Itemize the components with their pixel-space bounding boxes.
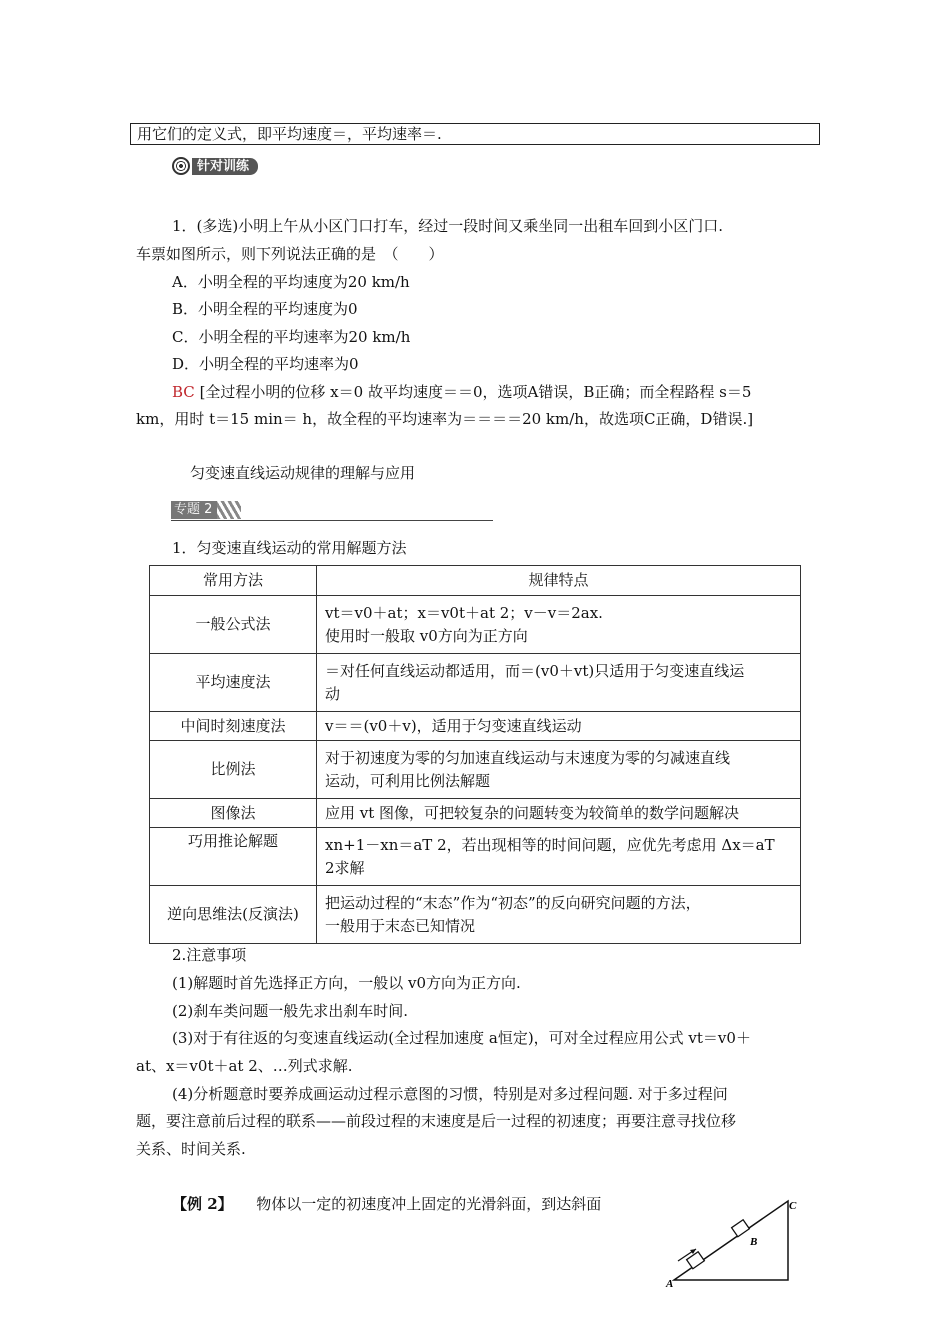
label-a: A — [666, 1278, 674, 1290]
training-badge — [172, 157, 260, 177]
header-method: 常用方法 — [150, 566, 317, 596]
note-4a: (4)分析题意时要养成画运动过程示意图的习惯，特别是对多过程问题. 对于多过程问 — [172, 1085, 728, 1103]
target-icon — [172, 157, 190, 175]
note-3a: (3)对于有往返的匀变速直线运动(全过程加速度 a恒定)，可对全过程应用公式 vt＝v0＋ — [172, 1029, 751, 1047]
label-c: C — [789, 1200, 797, 1212]
section-title: 匀变速直线运动规律的理解与应用 — [190, 464, 416, 482]
definition-box: 用它们的定义式，即平均速度＝，平均速率＝. — [130, 123, 820, 145]
label-b: B — [750, 1236, 758, 1248]
training-badge-label: 针对训练 — [192, 158, 258, 175]
stripe-decoration — [217, 501, 241, 519]
notes-title: 2.注意事项 — [172, 946, 247, 964]
topic-badge — [171, 501, 493, 521]
table-row: 比例法 对于初速度为零的匀加速直线运动与末速度为零的匀减速直线 运动，可利用比例法解题 — [150, 741, 801, 799]
answer-line — [172, 382, 751, 402]
note-4c: 关系、时间关系. — [136, 1140, 246, 1158]
table-row: 一般公式法 vt＝v0＋at；x＝v0t＋at 2；v－v＝2ax. 使用时一般取 v0方向为正方向 — [150, 596, 801, 654]
table-header — [150, 566, 801, 596]
note-4b: 题，要注意前后过程的联系——前段过程的末速度是后一过程的初速度；再要注意寻找位移 — [136, 1112, 737, 1130]
answer-letters: BC — [172, 383, 195, 401]
table-row: 平均速度法 ＝对任何直线运动都适用，而＝(v0＋vt)只适用于匀变速直线运 动 — [150, 654, 801, 712]
header-feature: 规律特点 — [317, 566, 801, 596]
methods-title: 1．匀变速直线运动的常用解题方法 — [172, 539, 407, 557]
note-2: (2)刹车类问题一般先求出刹车时间. — [172, 1002, 409, 1020]
option-a: A．小明全程的平均速度为20 km/h — [172, 273, 410, 291]
incline-figure — [660, 1195, 810, 1290]
topic-badge-label: 专题 2 — [171, 501, 217, 519]
q1-line2: 车票如图所示，则下列说法正确的是 （ ） — [136, 245, 444, 263]
table-row: 图像法 应用 vt 图像，可把较复杂的问题转变为较简单的数学问题解决 — [150, 799, 801, 828]
example-text: 物体以一定的初速度冲上固定的光滑斜面，到达斜面 — [256, 1195, 602, 1213]
option-d: D．小明全程的平均速率为0 — [172, 355, 359, 373]
topic-rule — [171, 520, 493, 521]
example-label: 【例 2】 — [172, 1195, 233, 1213]
table-row: 巧用推论解题 xn+1－xn＝aT 2，若出现相等的时间问题，应优先考虑用 Δx＝aT 2求解 — [150, 828, 801, 886]
note-1: (1)解题时首先选择正方向，一般以 v0方向为正方向. — [172, 974, 521, 992]
q1-line1: 1．(多选)小明上午从小区门口打车，经过一段时间又乘坐同一出租车回到小区门口. — [172, 217, 724, 235]
note-3b: at、x＝v0t＋at 2、…列式求解. — [136, 1057, 353, 1075]
option-c: C．小明全程的平均速率为20 km/h — [172, 328, 411, 346]
explanation-1: [全过程小明的位移 x＝0 故平均速度＝＝0，选项A错误，B正确；而全程路程 s＝5 — [199, 383, 752, 401]
option-b: B．小明全程的平均速度为0 — [172, 300, 358, 318]
explanation-2: km，用时 t＝15 min＝ h，故全程的平均速率为＝＝＝＝20 km/h，故选项C正确，D错误.] — [136, 410, 754, 428]
table-row: 中间时刻速度法 v＝＝(v0＋v)，适用于匀变速直线运动 — [150, 712, 801, 741]
table-row: 逆向思维法(反演法) 把运动过程的“末态”作为“初态”的反向研究问题的方法， 一般用于末态已知情况 — [150, 886, 801, 944]
example-line — [172, 1194, 601, 1214]
methods-table — [149, 565, 801, 944]
